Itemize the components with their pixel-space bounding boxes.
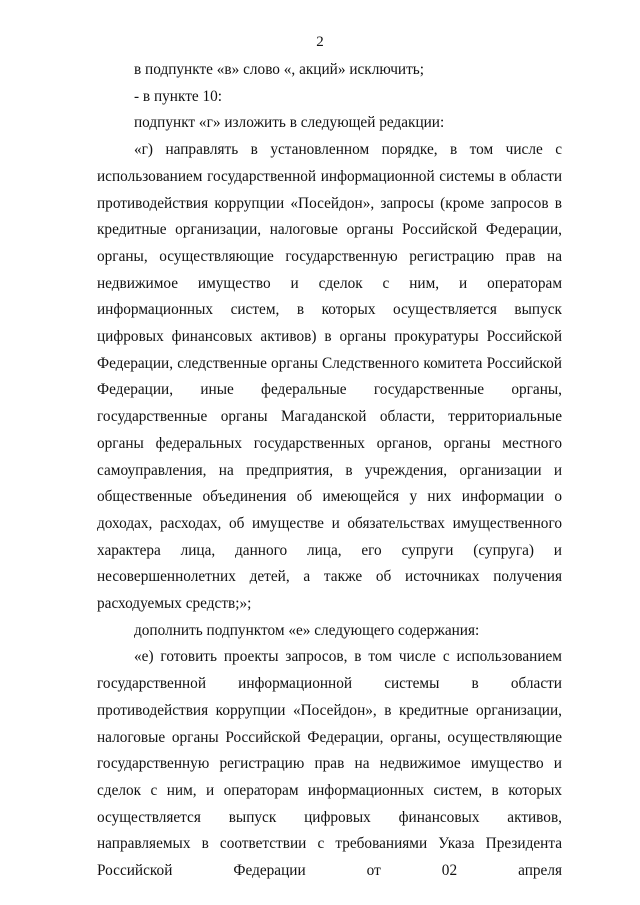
paragraph-subpoint-v: в подпункте «в» слово «, акций» исключить; [134,61,425,78]
paragraph-subpoint-e-text: «е) готовить проекты запросов, в том числе с использованием государственной информационной системы в области противодействия коррупции «Посейдон», в кредитные организации, налоговые органы Российской Федерации, органы, осуществляющие государственную регистрацию прав на недвижимое имущество и сделок с ним, и операторам информационных систем, в которых осуществляется выпуск цифровых финансовых активов, направляемых в соответствии с требованиями Указа Президента Российской Федерации от 02 апреля [97,648,562,880]
paragraph-subpoint-g-text: «г) направлять в установленном порядке, в том числе с использованием государственной информационной системы в области противодействия коррупции «Посейдон», запросы (кроме запросов в кредитные организации, налоговые органы Российской Федерации, органы, осуществляющие государственную регистрацию прав на недвижимое имущество и сделок с ним, и операторам информационных систем, в которых осуществляется выпуск цифровых финансовых активов) в органы прокуратуры Российской Федерации, следственные органы Следственного комитета Российской Федерации, иные федеральные государственные органы, государственные органы Магаданской области, территориальные органы федеральных государственных органов, органы местного самоуправления, на предприятия, в учреждения, организации и общественные объединения об имеющейся у них информации о доходах, расходах, об имуществе и обязательствах имущественного характера лица, данного лица, его супруги (супруга) и несовершеннолетних детей, а также об источниках получения расходуемых средств;»; [97,141,562,613]
paragraph-point-10: - в пункте 10: [134,87,223,105]
paragraph-subpoint-g-intro: подпункт «г» изложить в следующей редакции: [134,114,445,132]
page-number: 2 [316,34,324,50]
paragraph-subpoint-e-intro: дополнить подпунктом «е» следующего содержания: [134,621,480,639]
document-body [97,57,562,885]
